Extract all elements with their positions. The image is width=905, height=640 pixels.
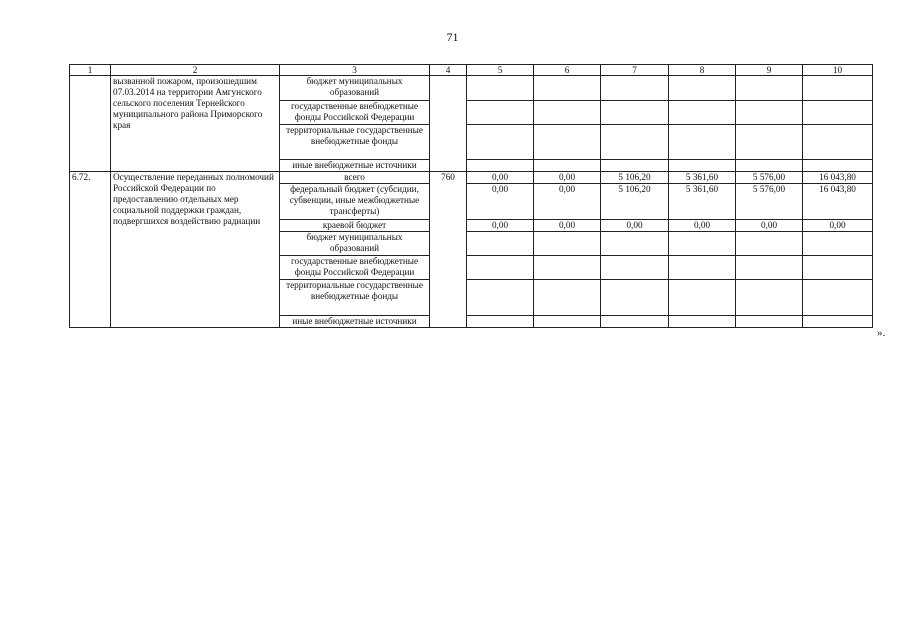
table-row [70, 76, 873, 101]
budget-table [69, 64, 873, 328]
value-cell [601, 232, 669, 256]
value-cell: 5 361,60 [669, 172, 736, 184]
value-cell [669, 280, 736, 316]
value-cell [736, 280, 803, 316]
value-cell [803, 125, 873, 160]
value-cell [803, 101, 873, 125]
value-cell [467, 280, 534, 316]
value-cell [736, 101, 803, 125]
header-cell: 9 [736, 65, 803, 76]
value-cell [601, 125, 669, 160]
header-cell: 8 [669, 65, 736, 76]
value-cell: 0,00 [601, 220, 669, 232]
value-cell: 0,00 [803, 220, 873, 232]
value-cell [669, 125, 736, 160]
value-cell [669, 256, 736, 280]
value-cell [669, 316, 736, 328]
value-cell [669, 232, 736, 256]
value-cell [534, 125, 601, 160]
funding-source: территориальные государственные внебюджетные фонды [280, 280, 430, 316]
item-description: вызванной пожаром, произошедшим 07.03.2014 на территории Амгунского сельского поселения Тернейского муниципального района Приморского края [111, 76, 280, 172]
funding-source: государственные внебюджетные фонды Российской Федерации [280, 101, 430, 125]
value-cell [803, 280, 873, 316]
funding-source: территориальные государственные внебюджетные фонды [280, 125, 430, 160]
value-cell: 0,00 [467, 184, 534, 220]
value-cell: 0,00 [534, 172, 601, 184]
funding-source: федеральный бюджет (субсидии, субвенции, иные межбюджетные трансферты) [280, 184, 430, 220]
value-cell [803, 256, 873, 280]
value-cell [601, 160, 669, 172]
header-cell: 7 [601, 65, 669, 76]
value-cell: 0,00 [534, 220, 601, 232]
value-cell [736, 76, 803, 101]
value-cell [467, 316, 534, 328]
value-cell: 0,00 [467, 220, 534, 232]
value-cell [601, 256, 669, 280]
value-cell [467, 256, 534, 280]
value-cell [601, 101, 669, 125]
value-cell: 5 106,20 [601, 172, 669, 184]
value-cell [534, 160, 601, 172]
value-cell [601, 316, 669, 328]
header-cell: 2 [111, 65, 280, 76]
value-cell [601, 280, 669, 316]
value-cell [736, 256, 803, 280]
funding-source: всего [280, 172, 430, 184]
value-cell [534, 280, 601, 316]
header-cell: 6 [534, 65, 601, 76]
value-cell [467, 101, 534, 125]
value-cell [736, 160, 803, 172]
funding-source: краевой бюджет [280, 220, 430, 232]
value-cell: 0,00 [534, 184, 601, 220]
value-cell [803, 160, 873, 172]
value-cell [467, 232, 534, 256]
header-row [70, 65, 873, 76]
value-cell: 0,00 [669, 220, 736, 232]
value-cell [736, 232, 803, 256]
value-cell [467, 125, 534, 160]
value-cell [534, 232, 601, 256]
header-cell: 5 [467, 65, 534, 76]
funding-source: бюджет муниципальных образований [280, 232, 430, 256]
value-cell [736, 316, 803, 328]
value-cell: 5 106,20 [601, 184, 669, 220]
header-cell: 1 [70, 65, 111, 76]
value-cell [803, 232, 873, 256]
value-cell [534, 316, 601, 328]
value-cell: 5 361,60 [669, 184, 736, 220]
page-number: 71 [446, 30, 459, 44]
value-cell: 0,00 [736, 220, 803, 232]
value-cell [534, 76, 601, 101]
item-description: Осуществление переданных полномочий Российской Федерации по предоставлению отдельных мер социальной поддержки граждан, подвергшихся воздействию радиации [111, 172, 280, 328]
header-cell: 4 [430, 65, 467, 76]
funding-source: иные внебюджетные источники [280, 160, 430, 172]
header-cell: 10 [803, 65, 873, 76]
value-cell [534, 256, 601, 280]
closing-quote-mark: ». [877, 327, 886, 339]
value-cell [803, 76, 873, 101]
item-number: 6.72. [70, 172, 111, 328]
value-cell [467, 160, 534, 172]
value-cell [601, 76, 669, 101]
funding-source: иные внебюджетные источники [280, 316, 430, 328]
value-cell [669, 160, 736, 172]
item-code: 760 [430, 172, 467, 328]
header-cell: 3 [280, 65, 430, 76]
value-cell: 5 576,00 [736, 172, 803, 184]
value-cell [669, 76, 736, 101]
value-cell: 16 043,80 [803, 172, 873, 184]
value-cell [669, 101, 736, 125]
code-cell [430, 76, 467, 172]
value-cell [467, 76, 534, 101]
funding-source: бюджет муниципальных образований [280, 76, 430, 101]
value-cell: 16 043,80 [803, 184, 873, 220]
value-cell: 0,00 [467, 172, 534, 184]
value-cell [736, 125, 803, 160]
item-number-cell [70, 76, 111, 172]
value-cell [803, 316, 873, 328]
table-row [70, 172, 873, 184]
funding-source: государственные внебюджетные фонды Российской Федерации [280, 256, 430, 280]
value-cell: 5 576,00 [736, 184, 803, 220]
value-cell [534, 101, 601, 125]
